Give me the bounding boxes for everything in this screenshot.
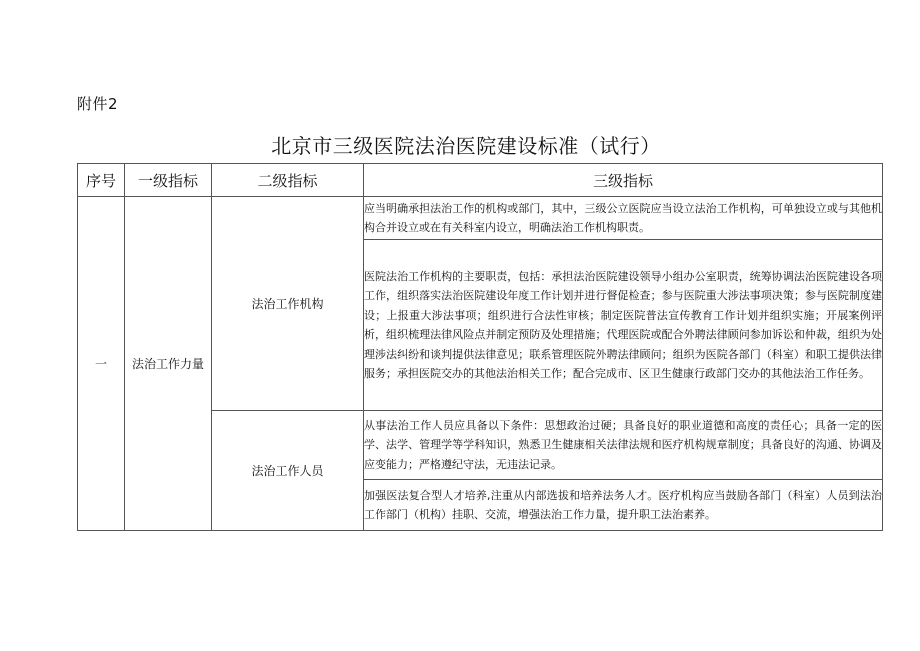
level3-item: 从事法治工作人员应具备以下条件：思想政治过硬；具备良好的职业道德和高度的责任心；具备一定的医学、法学、管理学等学科知识，熟悉卫生健康相关法律法规和医疗机构规章制度；具备良好的沟通、协调及应变能力；严格遵纪守法，无违法记录。 (364, 411, 883, 480)
level3-item: 医院法治工作机构的主要职责，包括：承担法治医院建设领导小组办公室职责，统筹协调法治医院建设各项工作，组织落实法治医院建设年度工作计划并进行督促检查；参与医院重大涉法事项决策；参与医院制度建设；上报重大涉法事项；组织进行合法性审核；制定医院普法宣传教育工作计划并组织实施；开展案例评析，组织梳理法律风险点并制定预防及处理措施；代理医院或配合外聘法律顾问参加诉讼和仲裁，组织为处理涉法纠纷和谈判提供法律意见；联系管理医院外聘法律顾问；组织为医院各部门（科室）和职工提供法律服务；承担医院交办的其他法治相关工作；配合完成市、区卫生健康行政部门交办的其他法治工作任务。 (364, 240, 883, 411)
table-header-row (78, 164, 883, 197)
header-index: 序号 (78, 164, 125, 197)
level3-item: 应当明确承担法治工作的机构或部门，其中，三级公立医院应当设立法治工作机构，可单独设立或与其他机构合并设立或在有关科室内设立，明确法治工作机构职责。 (364, 197, 883, 240)
standards-table (77, 163, 883, 531)
table-row (78, 197, 883, 240)
level2-indicator: 法治工作机构 (212, 197, 364, 411)
document-title: 北京市三级医院法治医院建设标准（试行） (271, 134, 661, 158)
level2-indicator: 法治工作人员 (212, 411, 364, 531)
row-index: 一 (78, 197, 125, 531)
annex-label: 附件2 (77, 95, 119, 113)
header-level3: 三级指标 (364, 164, 883, 197)
header-level1: 一级指标 (125, 164, 212, 197)
level1-indicator: 法治工作力量 (125, 197, 212, 531)
header-level2: 二级指标 (212, 164, 364, 197)
level3-item: 加强医法复合型人才培养,注重从内部选拔和培养法务人才。医疗机构应当鼓励各部门（科室）人员到法治工作部门（机构）挂职、交流，增强法治工作力量，提升职工法治素养。 (364, 480, 883, 531)
